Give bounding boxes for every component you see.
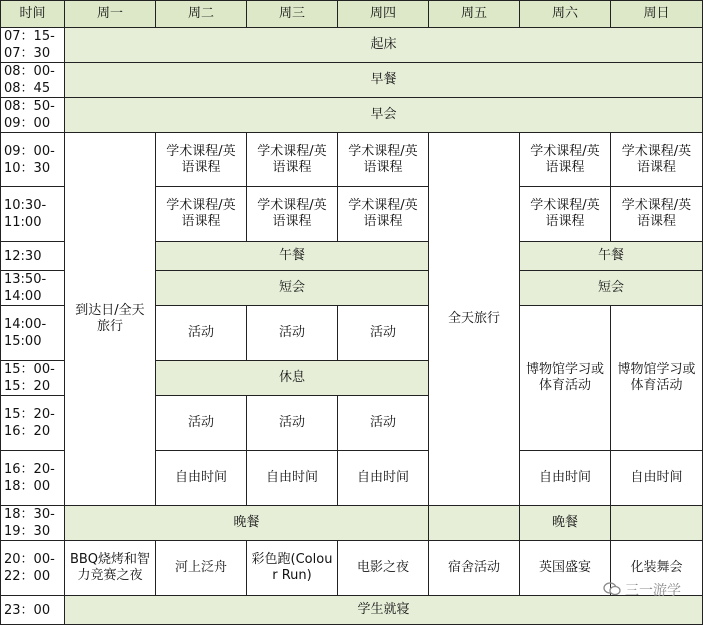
- row-breakfast: [1, 63, 703, 98]
- bedtime-cell: 学生就寝: [65, 596, 703, 625]
- wechat-icon: [603, 582, 621, 599]
- evening-mon: BBQ烧烤和智 力竞赛之夜: [65, 541, 156, 596]
- free-time-cell-weekend: 自由时间: [611, 451, 703, 506]
- activity-cell: 活动: [338, 396, 429, 451]
- activity-cell: 活动: [247, 396, 338, 451]
- evening-fri: 宿舍活动: [429, 541, 520, 596]
- evening-wed: 彩色跑(Colou r Run): [247, 541, 338, 596]
- course-cell: 学术课程/英 语课程: [611, 187, 703, 242]
- header-sat: 周六: [520, 1, 611, 28]
- course-cell: 学术课程/英 语课程: [247, 133, 338, 187]
- time-cell: 08：50- 09：00: [1, 98, 65, 133]
- time-cell: 08：00- 08：45: [1, 63, 65, 98]
- course-cell: 学术课程/英 语课程: [338, 187, 429, 242]
- evening-sat: 英国盛宴: [520, 541, 611, 596]
- mon-arrival-cell: 到达日/全天 旅行: [65, 133, 156, 506]
- free-time-cell: 自由时间: [156, 451, 247, 506]
- time-cell: 12:30: [1, 242, 65, 271]
- course-cell: 学术课程/英 语课程: [156, 187, 247, 242]
- evening-thu: 电影之夜: [338, 541, 429, 596]
- time-cell: 16：20- 18：00: [1, 451, 65, 506]
- activity-cell: 活动: [247, 306, 338, 361]
- header-thu: 周四: [338, 1, 429, 28]
- row-bedtime: [1, 596, 703, 625]
- lunch-cell-weekend: 午餐: [520, 242, 703, 271]
- header-mon: 周一: [65, 1, 156, 28]
- evening-sun: 化装舞会: [611, 541, 703, 596]
- dinner-cell-weekday: 晚餐: [65, 506, 429, 541]
- row-evening: [1, 541, 703, 596]
- short-meeting-cell-weekend: 短会: [520, 271, 703, 306]
- row-course-1: [1, 133, 703, 187]
- header-wed: 周三: [247, 1, 338, 28]
- short-meeting-cell-weekday: 短会: [156, 271, 429, 306]
- header-tue: 周二: [156, 1, 247, 28]
- museum-cell-sat: 博物馆学习或 体育活动: [520, 306, 611, 451]
- free-time-cell: 自由时间: [520, 451, 611, 506]
- time-cell: 15：00- 15：20: [1, 361, 65, 396]
- activity-cell: 活动: [156, 396, 247, 451]
- dinner-cell-fri: [429, 506, 520, 541]
- course-cell: 学术课程/英 语课程: [338, 133, 429, 187]
- time-cell: 13:50- 14:00: [1, 271, 65, 306]
- course-cell: 学术课程/英 语课程: [520, 187, 611, 242]
- morning-meeting-cell: 早会: [65, 98, 703, 133]
- watermark: [603, 580, 681, 600]
- header-fri: 周五: [429, 1, 520, 28]
- evening-tue: 河上泛舟: [156, 541, 247, 596]
- dinner-cell-sun: [611, 506, 703, 541]
- course-cell: 学术课程/英 语课程: [611, 133, 703, 187]
- breakfast-cell: 早餐: [65, 63, 703, 98]
- free-time-cell: 自由时间: [338, 451, 429, 506]
- row-dinner: [1, 506, 703, 541]
- row-morning-meeting: [1, 98, 703, 133]
- time-cell: 23：00: [1, 596, 65, 625]
- time-cell: 15：20- 16：20: [1, 396, 65, 451]
- row-wake: [1, 28, 703, 63]
- header-time: 时间: [1, 1, 65, 28]
- time-cell: 09：00- 10：30: [1, 133, 65, 187]
- course-cell: 学术课程/英 语课程: [520, 133, 611, 187]
- museum-cell-sun: 博物馆学习或 体育活动: [611, 306, 703, 451]
- time-cell: 14:00- 15:00: [1, 306, 65, 361]
- time-cell: 20：00- 22：00: [1, 541, 65, 596]
- header-row: [1, 1, 703, 28]
- watermark-text: 三一游学: [625, 583, 681, 599]
- fri-trip-cell: 全天旅行: [429, 133, 520, 506]
- lunch-cell-weekday: 午餐: [156, 242, 429, 271]
- course-cell: 学术课程/英 语课程: [156, 133, 247, 187]
- time-cell: 10:30- 11:00: [1, 187, 65, 242]
- dinner-cell-sat: 晚餐: [520, 506, 611, 541]
- activity-cell: 活动: [338, 306, 429, 361]
- time-cell: 07：15- 07：30: [1, 28, 65, 63]
- activity-cell: 活动: [156, 306, 247, 361]
- wake-cell: 起床: [65, 28, 703, 63]
- time-cell: 18：30- 19：30: [1, 506, 65, 541]
- header-sun: 周日: [611, 1, 703, 28]
- free-time-cell: 自由时间: [247, 451, 338, 506]
- rest-cell: 休息: [156, 361, 429, 396]
- course-cell: 学术课程/英 语课程: [247, 187, 338, 242]
